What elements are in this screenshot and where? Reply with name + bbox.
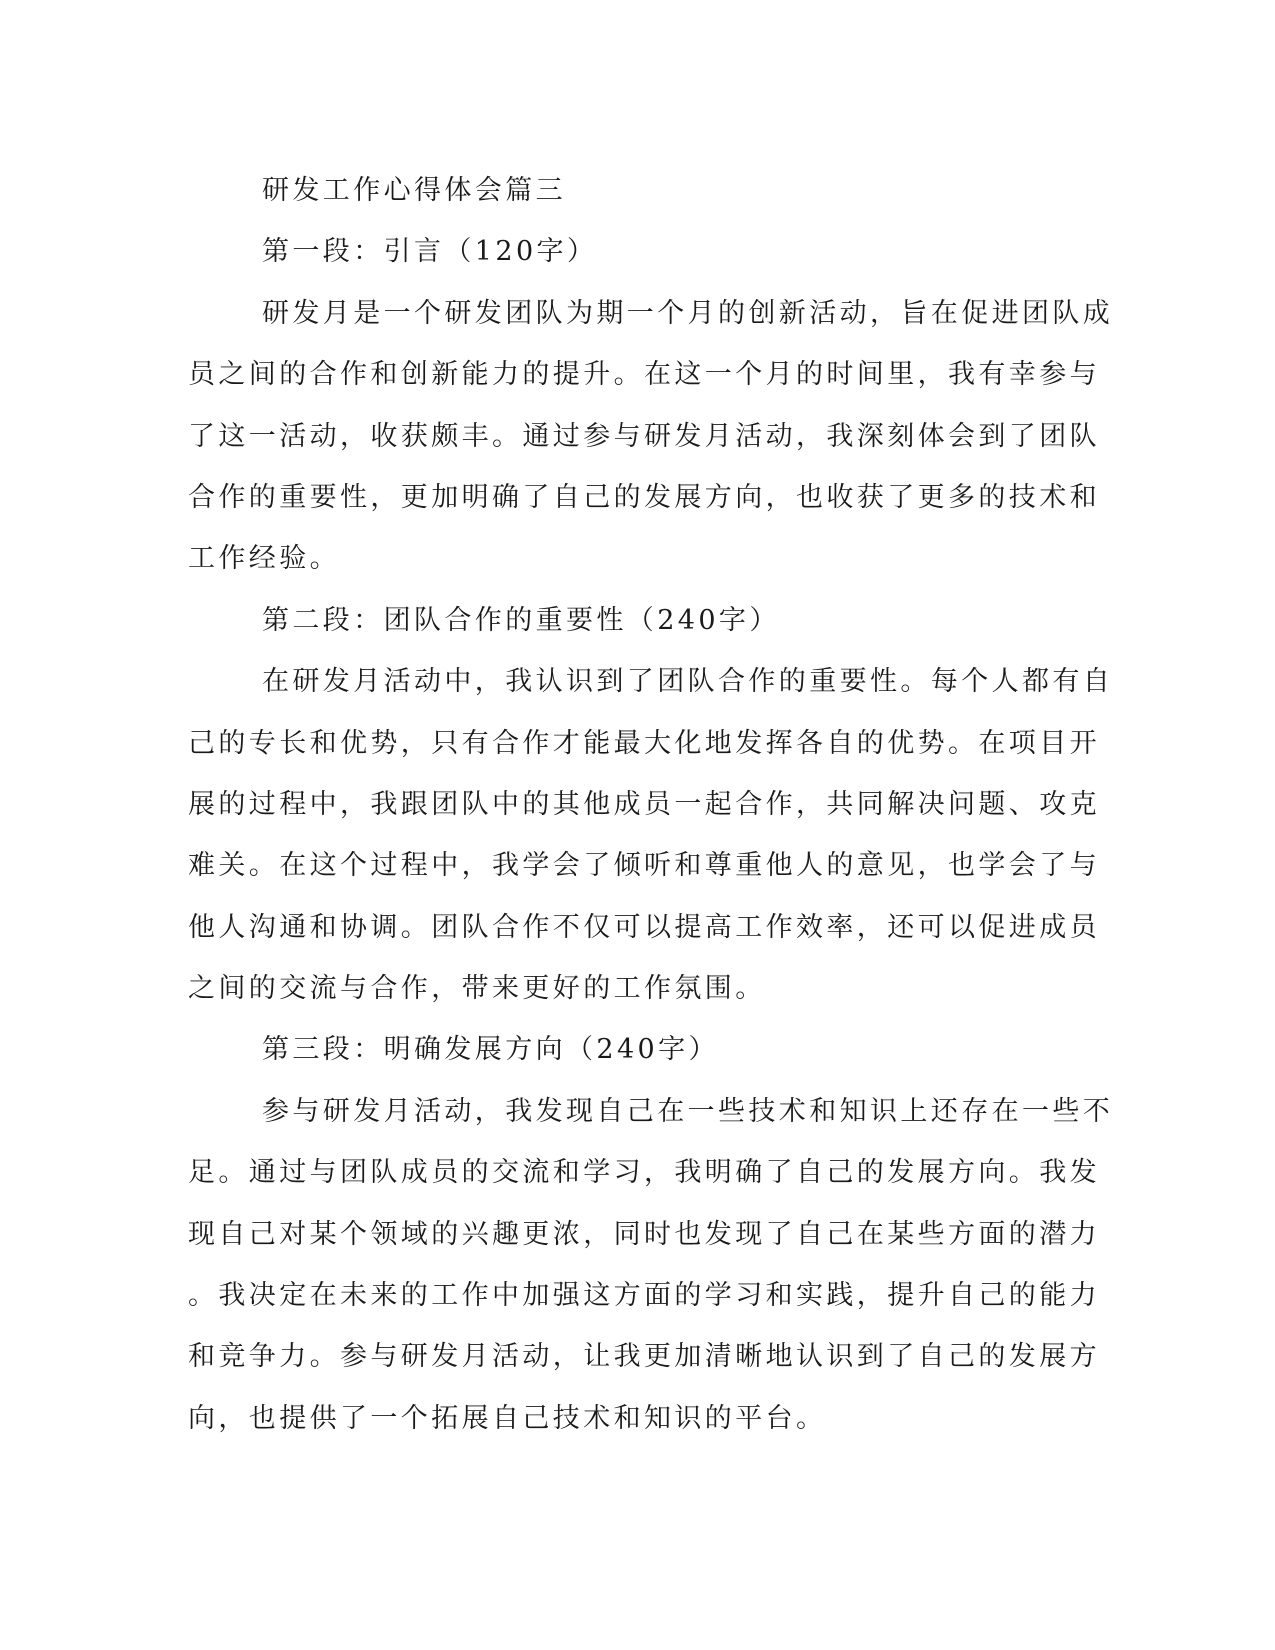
document-title: 研发工作心得体会篇三 [262, 175, 566, 206]
paragraph-line: 工作经验。 [188, 543, 340, 575]
paragraph-line: 在研发月活动中，我认识到了团队合作的重要性。每个人都有自 [262, 666, 1114, 698]
paragraph-line: 了这一活动，收获颇丰。通过参与研发月活动，我深刻体会到了团队 [188, 420, 1100, 452]
paragraph-line: 之间的交流与合作，带来更好的工作氛围。 [188, 973, 766, 1005]
paragraph-line: 研发月是一个研发团队为期一个月的创新活动，旨在促进团队成 [262, 297, 1114, 329]
document-body [188, 160, 1114, 1449]
paragraph-line: 参与研发月活动，我发现自己在一些技术和知识上还存在一些不 [262, 1095, 1114, 1127]
paragraph-line: 和竞争力。参与研发月活动，让我更加清晰地认识到了自己的发展方 [188, 1341, 1100, 1373]
section-heading-1: 第一段：引言（120字） [262, 236, 598, 268]
paragraph-line: 难关。在这个过程中，我学会了倾听和尊重他人的意见，也学会了与 [188, 850, 1100, 882]
paragraph-line: 向，也提供了一个拓展自己技术和知识的平台。 [188, 1402, 827, 1434]
paragraph-line: 现自己对某个领域的兴趣更浓，同时也发现了自己在某些方面的潜力 [188, 1218, 1100, 1250]
section-heading-2: 第二段：团队合作的重要性（240字） [262, 604, 780, 636]
section-heading-3: 第三段：明确发展方向（240字） [262, 1034, 719, 1066]
paragraph-line: 合作的重要性，更加明确了自己的发展方向，也收获了更多的技术和 [188, 481, 1100, 513]
paragraph-line: 己的专长和优势，只有合作才能最大化地发挥各自的优势。在项目开 [188, 727, 1100, 759]
paragraph-line: 。我决定在未来的工作中加强这方面的学习和实践，提升自己的能力 [188, 1280, 1100, 1312]
paragraph-line: 员之间的合作和创新能力的提升。在这一个月的时间里，我有幸参与 [188, 359, 1100, 391]
paragraph-line: 展的过程中，我跟团队中的其他成员一起合作，共同解决问题、攻克 [188, 788, 1100, 820]
paragraph-line: 足。通过与团队成员的交流和学习，我明确了自己的发展方向。我发 [188, 1157, 1100, 1189]
paragraph-line: 他人沟通和协调。团队合作不仅可以提高工作效率，还可以促进成员 [188, 911, 1100, 943]
